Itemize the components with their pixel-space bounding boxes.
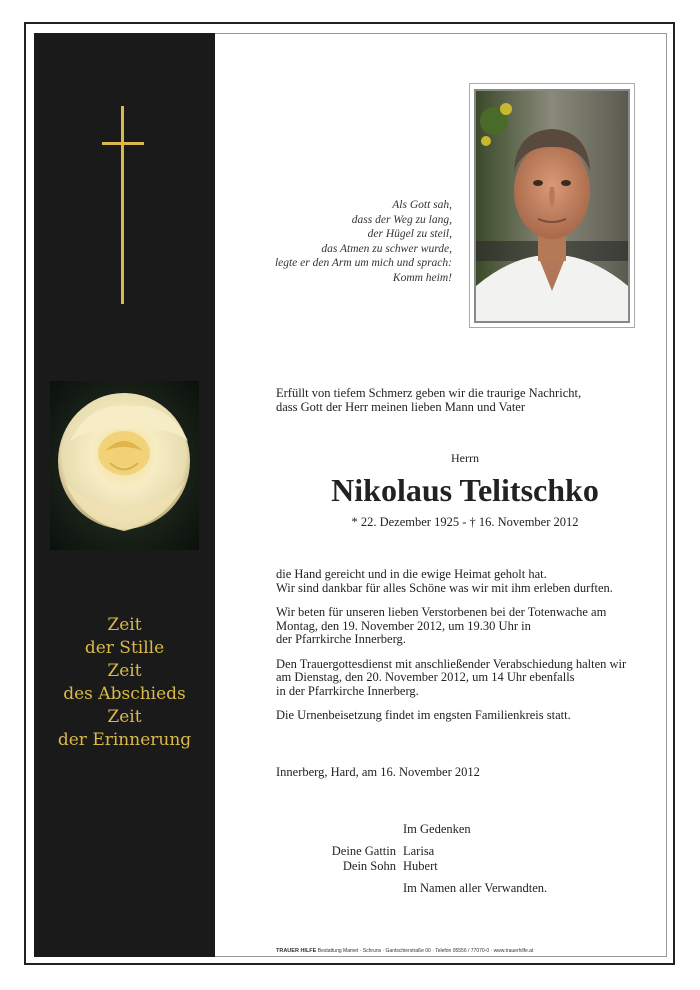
body-line: Wir beten für unseren lieben Verstorbenen bei der Totenwache am <box>276 605 607 619</box>
signature-role: Deine Gattin <box>331 844 396 858</box>
paragraph <box>276 606 656 647</box>
poem-line: Komm heim! <box>392 271 452 284</box>
body-line: in der Pfarrkirche Innerberg. <box>276 683 419 698</box>
paragraph <box>276 658 656 699</box>
footer-info: Bestattung Mamet · Schruns · Gantschierstraße 00 · Telefon 05556 / 77070-0 · www.trauerhilfe.at <box>317 948 534 954</box>
paragraph <box>276 709 656 723</box>
body-line: Die Urnenbeisetzung findet im engsten Familienkreis statt. <box>276 708 571 722</box>
body-line: Den Trauergottesdienst mit anschließender Verabschiedung halten wir <box>276 656 627 671</box>
footer <box>276 948 533 954</box>
signature-closing: Im Namen aller Verwandten. <box>403 881 548 895</box>
portrait-photo <box>476 91 628 321</box>
poem-line: Als Gott sah, <box>392 199 452 211</box>
body-line: der Pfarrkirche Innerberg. <box>276 632 406 646</box>
sidebar-line: des Abschieds <box>63 684 186 704</box>
signature-name: Hubert <box>403 859 438 873</box>
poem-line: dass der Weg zu lang, <box>351 213 452 226</box>
intro-line: dass Gott der Herr meinen lieben Mann und Vater <box>276 400 526 414</box>
life-dates: * 22. Dezember 1925 - † 16. November 2012 <box>351 515 579 529</box>
poem-line: der Hügel zu steil, <box>367 228 452 240</box>
sidebar-line: Zeit <box>107 707 142 727</box>
footer-brand: TRAUER HILFE <box>276 948 317 954</box>
sidebar-line: der Stille <box>84 638 165 658</box>
poem-line: legte er den Arm um mich und sprach: <box>274 257 452 269</box>
sidebar-line: Zeit <box>107 661 142 681</box>
poem-line: das Atmen zu schwer wurde, <box>321 242 452 255</box>
body-line: Montag, den 19. November 2012, um 19.30 Uhr in <box>276 618 531 633</box>
sidebar-line: der Erinnerung <box>57 730 192 750</box>
signature-name: Larisa <box>403 844 435 858</box>
signature-heading: Im Gedenken <box>403 822 471 836</box>
body-line: Wir sind dankbar für alles Schöne was wir mit ihm erleben durften. <box>276 580 613 595</box>
sidebar-line: Zeit <box>107 615 142 635</box>
sidebar-verse <box>34 614 215 752</box>
paragraph <box>276 568 656 595</box>
signature-role: Dein Sohn <box>342 859 396 873</box>
body-line: die Hand gereicht und in die ewige Heimat geholt hat. <box>276 567 547 581</box>
intro-text <box>276 386 581 414</box>
body-line: am Dienstag, den 20. November 2012, um 14 Uhr ebenfalls <box>276 670 575 684</box>
rose-image <box>50 381 199 550</box>
announcement-body <box>276 568 656 734</box>
deceased-name: Nikolaus Telitschko <box>331 472 599 508</box>
place-date: Innerberg, Hard, am 16. November 2012 <box>276 765 480 779</box>
intro-line: Erfüllt von tiefem Schmerz geben wir die traurige Nachricht, <box>276 386 582 400</box>
poem <box>228 198 452 285</box>
salutation: Herrn <box>451 451 479 465</box>
